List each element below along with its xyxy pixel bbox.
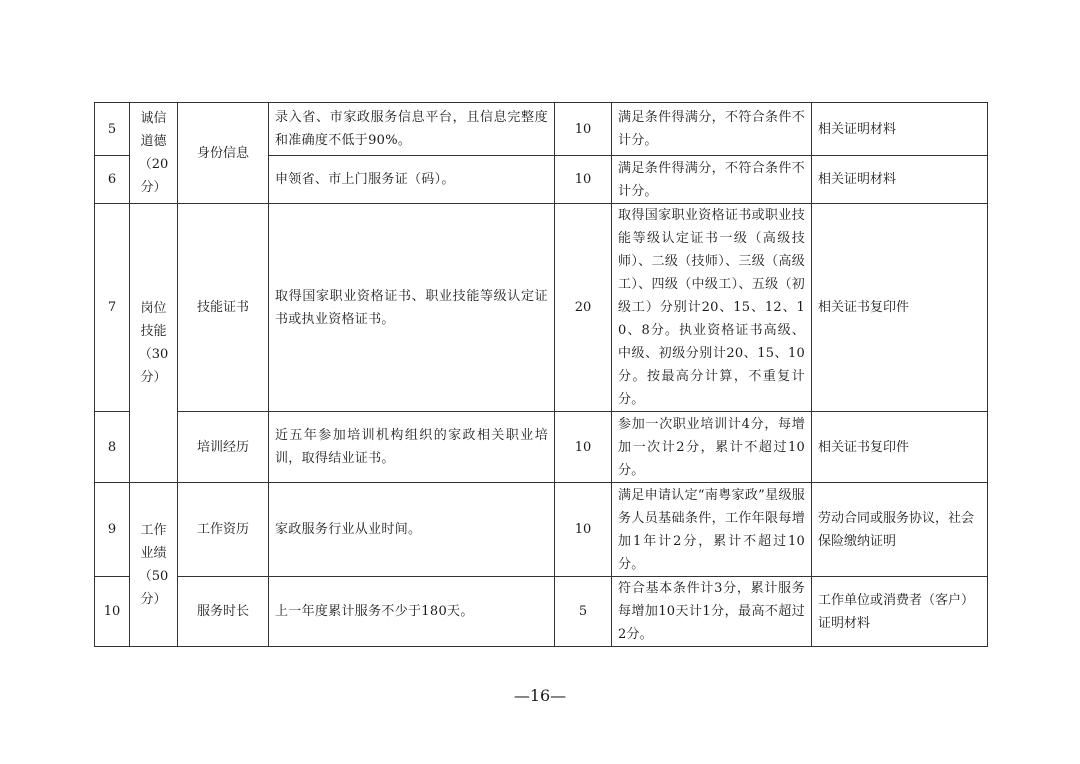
row-number: 6: [95, 156, 130, 204]
rule-cell: 取得国家职业资格证书或职业技能等级认定证书一级（高级技师）、二级（技师）、三级（高级工）、四级（中级工）、五级（初级工）分别计20、15、12、10、8分。执业资格证书高级、中级、初级分别计20、15、10分。按最高分计算，不重复计分。: [612, 204, 812, 412]
material-cell: 相关证书复印件: [812, 412, 988, 483]
row-number: 8: [95, 412, 130, 483]
category-cell: 诚信道德（20分）: [130, 103, 178, 204]
score-cell: 10: [555, 483, 612, 577]
row-number: 7: [95, 204, 130, 412]
material-cell: 劳动合同或服务协议，社会保险缴纳证明: [812, 483, 988, 577]
score-cell: 20: [555, 204, 612, 412]
standard-cell: 取得国家职业资格证书、职业技能等级认定证书或执业资格证书。: [269, 204, 555, 412]
table-row: [95, 103, 988, 156]
rule-cell: 满足申请认定“南粤家政”星级服务人员基础条件，工作年限每增加1年计2分，累计不超过10分。: [612, 483, 812, 577]
row-number: 9: [95, 483, 130, 577]
item-cell: 身份信息: [178, 103, 269, 204]
table-row: [95, 204, 988, 412]
standard-cell: 近五年参加培训机构组织的家政相关职业培训，取得结业证书。: [269, 412, 555, 483]
rule-cell: 符合基本条件计3分，累计服务每增加10天计1分，最高不超过2分。: [612, 577, 812, 647]
score-cell: 10: [555, 412, 612, 483]
standard-cell: 上一年度累计服务不少于180天。: [269, 577, 555, 647]
standard-cell: 家政服务行业从业时间。: [269, 483, 555, 577]
scoring-table: [94, 102, 988, 647]
material-cell: 相关证明材料: [812, 103, 988, 156]
score-cell: 10: [555, 156, 612, 204]
material-cell: 相关证书复印件: [812, 204, 988, 412]
category-cell: 工作业绩（50分）: [130, 483, 178, 647]
standard-cell: 录入省、市家政服务信息平台，且信息完整度和准确度不低于90%。: [269, 103, 555, 156]
table-row: [95, 483, 988, 577]
page-number: —16—: [513, 686, 567, 705]
row-number: 10: [95, 577, 130, 647]
rule-cell: 满足条件得满分，不符合条件不计分。: [612, 103, 812, 156]
row-number: 5: [95, 103, 130, 156]
item-cell: 工作资历: [178, 483, 269, 577]
material-cell: 相关证明材料: [812, 156, 988, 204]
table-row: [95, 577, 988, 647]
rule-cell: 满足条件得满分，不符合条件不计分。: [612, 156, 812, 204]
score-cell: 5: [555, 577, 612, 647]
table-row: [95, 412, 988, 483]
item-cell: 培训经历: [178, 412, 269, 483]
material-cell: 工作单位或消费者（客户）证明材料: [812, 577, 988, 647]
item-cell: 技能证书: [178, 204, 269, 412]
category-cell: 岗位技能（30分）: [130, 204, 178, 483]
rule-cell: 参加一次职业培训计4分，每增加一次计2分，累计不超过10分。: [612, 412, 812, 483]
standard-cell: 申领省、市上门服务证（码）。: [269, 156, 555, 204]
item-cell: 服务时长: [178, 577, 269, 647]
score-cell: 10: [555, 103, 612, 156]
